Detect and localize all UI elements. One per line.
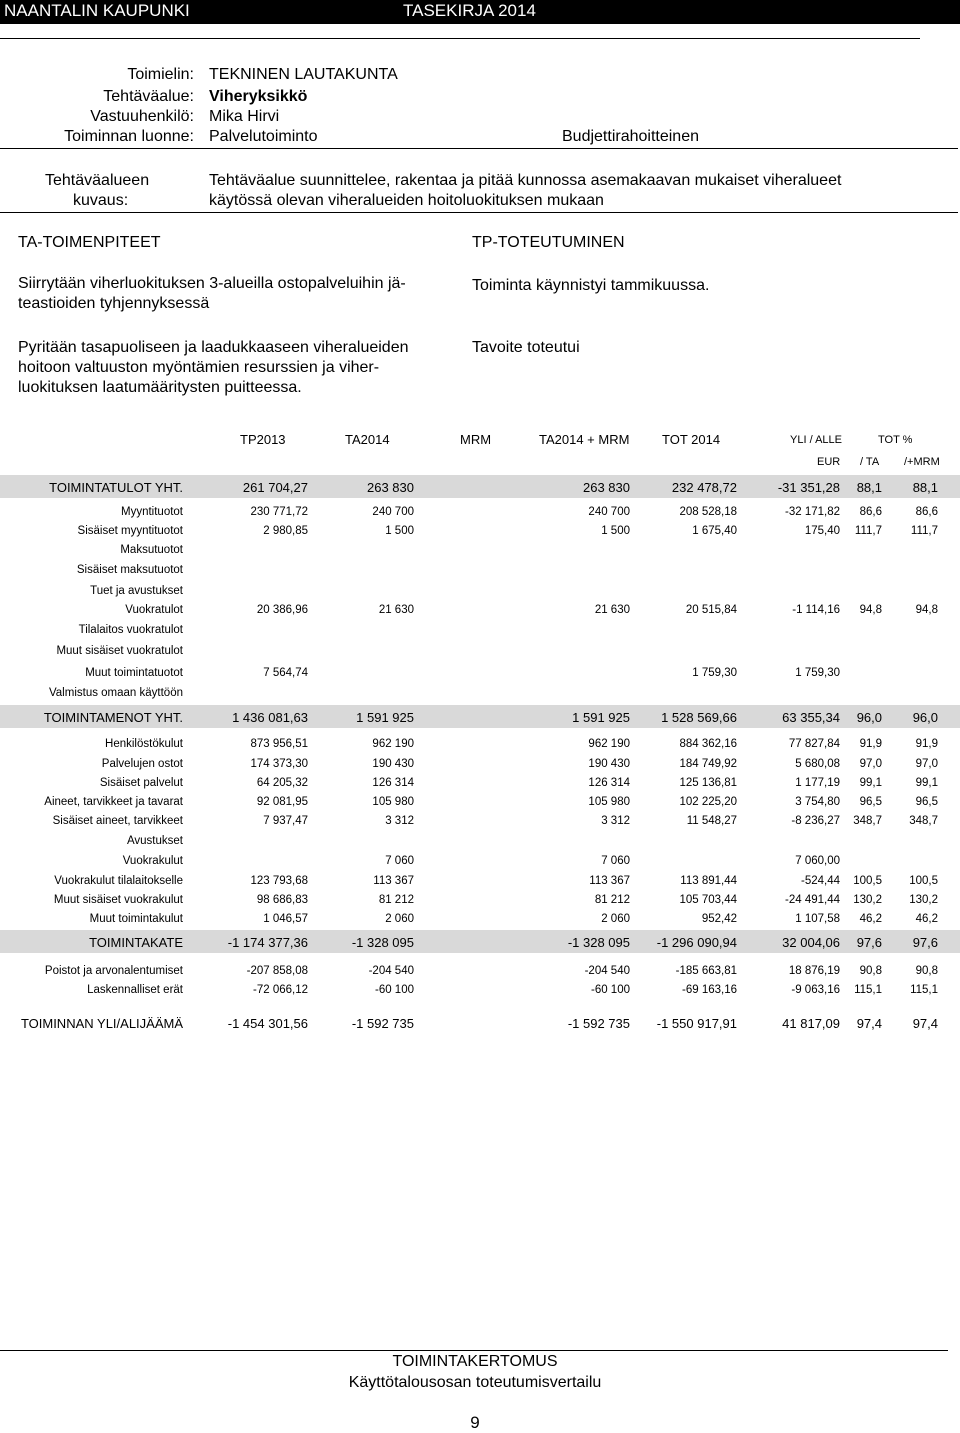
- table-row: [0, 872, 960, 891]
- cell-ta: -60 100: [374, 984, 414, 996]
- cell-tp: 98 686,83: [256, 894, 308, 906]
- cell-tot: 1 759,30: [692, 667, 737, 679]
- row-label: Tilalaitos vuokratulot: [78, 624, 183, 636]
- cell-pmrm: 96,0: [912, 710, 938, 725]
- cell-yli: -31 351,28: [777, 480, 840, 495]
- cell-ta: 105 980: [372, 796, 414, 808]
- cell-ta: 1 591 925: [356, 710, 414, 725]
- col-tp2013: TP2013: [240, 432, 286, 447]
- cell-pta: 97,4: [856, 1016, 882, 1031]
- cell-ta: 1 500: [385, 525, 414, 537]
- cell-tot: 1 675,40: [692, 525, 737, 537]
- row-label: Vuokrakulut tilalaitokselle: [54, 875, 183, 887]
- meta-value-nature: Palvelutoiminto: [209, 128, 318, 145]
- cell-pta: 88,1: [856, 480, 882, 495]
- ta-heading: TA-TOIMENPITEET: [18, 234, 161, 251]
- cell-pmrm: 111,7: [910, 525, 938, 537]
- footer-subtitle: Käyttötalousosan toteutumisvertailu: [348, 1374, 602, 1391]
- table-row: [0, 891, 960, 910]
- table-row: [0, 981, 960, 1000]
- row-label: Valmistus omaan käyttöön: [48, 687, 183, 699]
- cell-tot: 952,42: [701, 913, 737, 925]
- cell-yli: 63 355,34: [782, 710, 840, 725]
- row-label: Maksutuotot: [120, 544, 183, 556]
- description-text: Tehtäväalue suunnittelee, rakentaa ja pitää kunnossa asemakaavan mukaiset viheralueet: [209, 172, 842, 189]
- meta-value-responsible: Mika Hirvi: [209, 108, 280, 125]
- cell-yli: 175,40: [804, 525, 840, 537]
- document-title: TASEKIRJA 2014: [403, 1, 536, 20]
- table-row: [0, 793, 960, 812]
- cell-pta: 97,6: [856, 935, 882, 950]
- footer-rule: [0, 1350, 948, 1351]
- cell-yli: 3 754,80: [795, 796, 840, 808]
- cell-ta: 113 367: [373, 875, 414, 887]
- table-row: [0, 582, 960, 601]
- row-label: Vuokrakulut: [122, 855, 183, 867]
- cell-ta: 190 430: [372, 758, 414, 770]
- table-row: [0, 684, 960, 703]
- ta-measure-1-line: teastioiden tyhjennyksessä: [18, 295, 210, 312]
- cell-tp: 20 386,96: [256, 604, 308, 616]
- cell-tp: -1 174 377,36: [227, 935, 308, 950]
- cell-tot: 20 515,84: [685, 604, 737, 616]
- cell-pmrm: 130,2: [909, 894, 938, 906]
- table-row: [0, 522, 960, 541]
- cell-tp: 64 205,32: [256, 777, 308, 789]
- cell-pmrm: 100,5: [909, 875, 938, 887]
- table-row: [0, 601, 960, 620]
- row-label: Henkilöstökulut: [105, 738, 183, 750]
- cell-tp: 1 436 081,63: [232, 710, 308, 725]
- meta-label: Vastuuhenkilö:: [90, 108, 194, 125]
- cell-yli: 5 680,08: [795, 758, 840, 770]
- meta-label: Toiminnan luonne:: [64, 128, 194, 145]
- table-row: [0, 561, 960, 580]
- cell-tot: 11 548,27: [686, 815, 737, 827]
- row-label: Muut sisäiset vuokratulot: [56, 645, 183, 657]
- row-label: Sisäiset aineet, tarvikkeet: [52, 815, 183, 827]
- cell-yli: -1 114,16: [792, 604, 840, 616]
- meta-value-task-area: Viheryksikkö: [209, 88, 308, 105]
- cell-tp: -1 454 301,56: [227, 1016, 308, 1031]
- col-ta2014: TA2014: [345, 432, 390, 447]
- cell-yli: 1 759,30: [795, 667, 840, 679]
- row-label: Laskennalliset erät: [87, 984, 183, 996]
- cell-pmrm: 86,6: [915, 506, 938, 518]
- row-label: Aineet, tarvikkeet ja tavarat: [44, 796, 183, 808]
- cell-pmrm: 97,4: [912, 1016, 938, 1031]
- cell-tot: 184 749,92: [679, 758, 737, 770]
- cell-tamrm: 2 060: [601, 913, 630, 925]
- cell-tot: -69 163,16: [682, 984, 737, 996]
- cell-tamrm: -1 328 095: [567, 935, 630, 950]
- table-row: [0, 755, 960, 774]
- cell-tamrm: 263 830: [583, 480, 630, 495]
- cell-yli: -32 171,82: [785, 506, 840, 518]
- cell-pta: 100,5: [853, 875, 882, 887]
- cell-ta: -204 540: [368, 965, 414, 977]
- cell-tot: -185 663,81: [675, 965, 737, 977]
- table-row: [0, 852, 960, 871]
- cell-tamrm: 1 500: [601, 525, 630, 537]
- cell-yli: -24 491,44: [785, 894, 840, 906]
- col-ta-mrm: TA2014 + MRM: [539, 432, 630, 447]
- cell-yli: 1 177,19: [795, 777, 840, 789]
- cell-yli: -8 236,27: [791, 815, 840, 827]
- cell-tamrm: 962 190: [588, 738, 630, 750]
- cell-yli: -524,44: [800, 875, 840, 887]
- cell-pta: 111,7: [854, 525, 882, 537]
- ta-measure-1-line: Siirrytään viherluokituksen 3-alueilla ostopalveluihin jä-: [18, 275, 406, 292]
- cell-pmrm: 94,8: [915, 604, 938, 616]
- table-row: [0, 812, 960, 831]
- cell-pta: 130,2: [853, 894, 882, 906]
- description-rule: [0, 212, 958, 213]
- cell-ta: 81 212: [378, 894, 414, 906]
- cell-tp: -207 858,08: [246, 965, 308, 977]
- organization-name: NAANTALIN KAUPUNKI: [4, 1, 190, 20]
- meta-label: Toimielin:: [127, 66, 194, 83]
- cell-tp: 174 373,30: [250, 758, 308, 770]
- cell-tamrm: 1 591 925: [572, 710, 630, 725]
- meta-label: Tehtäväalue:: [103, 88, 194, 105]
- cell-pmrm: 97,0: [915, 758, 938, 770]
- cell-pta: 46,2: [859, 913, 882, 925]
- cell-tamrm: 126 314: [588, 777, 630, 789]
- cell-pmrm: 115,1: [910, 984, 938, 996]
- row-label: Tuet ja avustukset: [90, 585, 183, 597]
- table-row: [0, 664, 960, 683]
- cell-ta: 2 060: [385, 913, 414, 925]
- cell-pta: 96,0: [856, 710, 882, 725]
- row-label: TOIMINNAN YLI/ALIJÄÄMÄ: [20, 1016, 183, 1031]
- cell-ta: -1 328 095: [351, 935, 414, 950]
- table-row: [0, 962, 960, 981]
- col-eur: EUR: [817, 456, 841, 468]
- cell-pmrm: 97,6: [912, 935, 938, 950]
- cell-ta: 7 060: [385, 855, 414, 867]
- tp-heading: TP-TOTEUTUMINEN: [472, 234, 625, 251]
- cell-tp: 261 704,27: [242, 480, 308, 495]
- table-row: [0, 910, 960, 929]
- cell-tot: 102 225,20: [679, 796, 737, 808]
- cell-ta: 126 314: [372, 777, 414, 789]
- row-label: Palvelujen ostot: [101, 758, 183, 770]
- cell-tp: 873 956,51: [250, 738, 308, 750]
- cell-tp: 123 793,68: [250, 875, 308, 887]
- cell-pta: 348,7: [853, 815, 882, 827]
- cell-tot: 232 478,72: [671, 480, 737, 495]
- cell-pmrm: 90,8: [915, 965, 938, 977]
- table-row: [0, 621, 960, 640]
- row-label: Poistot ja arvonalentumiset: [44, 965, 183, 977]
- row-label: Avustukset: [126, 835, 183, 847]
- cell-yli: 41 817,09: [782, 1016, 840, 1031]
- cell-tot: 125 136,81: [679, 777, 737, 789]
- table-row: [0, 930, 960, 953]
- row-label: Myyntituotot: [121, 506, 183, 518]
- cell-tot: -1 296 090,94: [656, 935, 737, 950]
- table-row: [0, 642, 960, 661]
- col-per-mrm: /+MRM: [904, 456, 940, 468]
- cell-pta: 115,1: [854, 984, 882, 996]
- col-yli-alle: YLI / ALLE: [790, 434, 842, 446]
- cell-tamrm: 3 312: [601, 815, 630, 827]
- cell-yli: 77 827,84: [788, 738, 840, 750]
- table-row: [0, 475, 960, 498]
- row-label: Muut sisäiset vuokrakulut: [53, 894, 183, 906]
- row-label: Muut toimintatuotot: [85, 667, 183, 679]
- description-text: käytössä olevan viheralueiden hoitoluokituksen mukaan: [209, 192, 604, 209]
- tp-result-2: Tavoite toteutui: [472, 339, 580, 356]
- row-label: TOIMINTAMENOT YHT.: [43, 710, 183, 725]
- table-row: [0, 541, 960, 560]
- row-label: Vuokratulot: [125, 604, 183, 616]
- cell-ta: -1 592 735: [351, 1016, 414, 1031]
- cell-tp: 2 980,85: [263, 525, 308, 537]
- row-label: Sisäiset palvelut: [99, 777, 183, 789]
- col-per-ta: / TA: [860, 456, 880, 468]
- cell-tot: 1 528 569,66: [661, 710, 737, 725]
- cell-tot: 105 703,44: [679, 894, 737, 906]
- table-row: [0, 705, 960, 728]
- row-label: Muut toimintakulut: [89, 913, 183, 925]
- row-label: Sisäiset maksutuotot: [76, 564, 183, 576]
- cell-yli: -9 063,16: [791, 984, 840, 996]
- budget-note: Budjettirahoitteinen: [562, 128, 699, 145]
- row-label: Sisäiset myyntituotot: [77, 525, 183, 537]
- description-label: kuvaus:: [73, 192, 129, 209]
- cell-pta: 86,6: [859, 506, 882, 518]
- cell-tamrm: 7 060: [601, 855, 630, 867]
- cell-tamrm: -204 540: [584, 965, 630, 977]
- cell-tamrm: 105 980: [588, 796, 630, 808]
- cell-pmrm: 88,1: [912, 480, 938, 495]
- cell-tamrm: -1 592 735: [567, 1016, 630, 1031]
- cell-tamrm: 113 367: [589, 875, 630, 887]
- cell-tamrm: 21 630: [594, 604, 630, 616]
- col-mrm: MRM: [460, 432, 492, 447]
- cell-tot: 208 528,18: [679, 506, 737, 518]
- description-label: Tehtäväalueen: [45, 172, 150, 189]
- cell-tp: -72 066,12: [253, 984, 308, 996]
- cell-pta: 97,0: [859, 758, 882, 770]
- cell-pmrm: 348,7: [909, 815, 938, 827]
- cell-pmrm: 96,5: [915, 796, 938, 808]
- cell-tot: 884 362,16: [679, 738, 737, 750]
- cell-ta: 3 312: [385, 815, 414, 827]
- cell-tp: 7 937,47: [263, 815, 308, 827]
- cell-pta: 91,9: [859, 738, 882, 750]
- col-tot-pct: TOT %: [878, 434, 913, 446]
- cell-tamrm: 81 212: [594, 894, 630, 906]
- cell-ta: 21 630: [378, 604, 414, 616]
- cell-pmrm: 99,1: [915, 777, 938, 789]
- cell-tot: -1 550 917,91: [656, 1016, 737, 1031]
- table-row: [0, 832, 960, 851]
- cell-tot: 113 891,44: [680, 875, 737, 887]
- cell-pta: 96,5: [859, 796, 882, 808]
- cell-tamrm: 190 430: [588, 758, 630, 770]
- cell-yli: 18 876,19: [788, 965, 840, 977]
- row-label: TOIMINTATULOT YHT.: [49, 480, 183, 495]
- table-row: [0, 774, 960, 793]
- col-tot2014: TOT 2014: [662, 432, 721, 447]
- cell-tp: 7 564,74: [263, 667, 308, 679]
- cell-ta: 240 700: [372, 506, 414, 518]
- table-row: [0, 735, 960, 754]
- cell-tp: 230 771,72: [250, 506, 308, 518]
- ta-measure-2-line: luokituksen laatumääritysten puitteessa.: [18, 379, 302, 396]
- cell-tp: 92 081,95: [256, 796, 308, 808]
- cell-tamrm: 240 700: [588, 506, 630, 518]
- cell-pta: 94,8: [859, 604, 882, 616]
- header-rule: [0, 38, 920, 39]
- footer-title: TOIMINTAKERTOMUS: [392, 1353, 558, 1370]
- cell-ta: 263 830: [367, 480, 414, 495]
- cell-yli: 7 060,00: [795, 855, 840, 867]
- page-header-bar: [0, 0, 960, 24]
- cell-ta: 962 190: [372, 738, 414, 750]
- cell-pta: 90,8: [859, 965, 882, 977]
- table-row: [0, 503, 960, 522]
- cell-yli: 32 004,06: [782, 935, 840, 950]
- table-row: [0, 1011, 960, 1030]
- ta-measure-2-line: Pyritään tasapuoliseen ja laadukkaaseen viheralueiden: [18, 339, 409, 356]
- cell-tamrm: -60 100: [590, 984, 630, 996]
- page-number: 9: [470, 1413, 480, 1432]
- cell-pmrm: 46,2: [915, 913, 938, 925]
- meta-value-committee: TEKNINEN LAUTAKUNTA: [209, 66, 398, 83]
- ta-measure-2-line: hoitoon valtuuston myöntämien resurssien ja viher-: [18, 359, 380, 376]
- meta-rule: [0, 148, 958, 149]
- cell-pmrm: 91,9: [915, 738, 938, 750]
- cell-yli: 1 107,58: [795, 913, 840, 925]
- row-label: TOIMINTAKATE: [89, 935, 183, 950]
- tp-result-1: Toiminta käynnistyi tammikuussa.: [472, 277, 710, 294]
- cell-tp: 1 046,57: [263, 913, 308, 925]
- cell-pta: 99,1: [859, 777, 882, 789]
